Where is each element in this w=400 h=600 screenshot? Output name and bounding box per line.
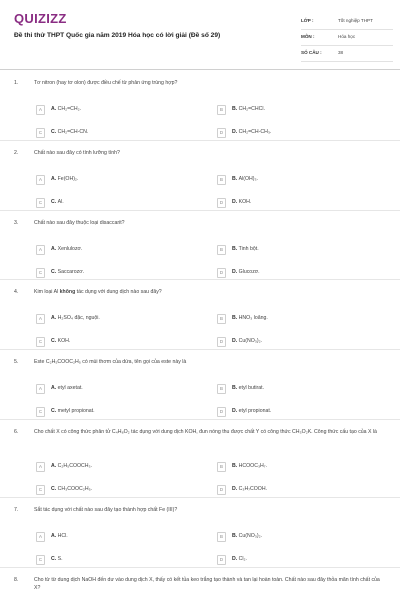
option-a[interactable] [36, 245, 196, 258]
question-text: Este C₂H₅COOC₂H₅ có mùi thơm của dứa, tên gọi của este này là [34, 359, 187, 365]
document-meta [301, 14, 393, 62]
meta-value: 38 [338, 50, 344, 55]
question-number: 2. [14, 150, 19, 156]
meta-value: Hóa học [338, 34, 356, 39]
option-text [232, 269, 372, 275]
option-b[interactable] [217, 245, 377, 258]
option-letter-box[interactable]: C [36, 407, 45, 417]
question-divider [0, 279, 400, 280]
option-text [51, 338, 191, 344]
option-value: Al. [57, 199, 64, 205]
option-letter-label: B. [232, 315, 239, 321]
option-value: etyl butirat. [238, 385, 265, 391]
option-letter-label: C. [51, 269, 58, 275]
option-letter-box[interactable]: D [217, 128, 226, 138]
option-text [232, 129, 372, 135]
option-value: etyl propionat. [238, 408, 272, 414]
option-value: Glucozơ. [238, 269, 260, 275]
option-letter-box[interactable]: C [36, 268, 45, 278]
option-b[interactable] [217, 105, 377, 118]
option-letter-label: D. [232, 556, 239, 562]
option-text [51, 129, 191, 135]
option-letter-label: C. [51, 486, 58, 492]
option-letter-box[interactable]: B [217, 314, 226, 324]
option-letter-label: C. [51, 556, 58, 562]
option-text [232, 106, 372, 112]
question-number: 8. [14, 577, 19, 583]
option-text [51, 246, 191, 252]
option-letter-label: A. [51, 533, 58, 539]
meta-value: Tốt nghiệp THPT [338, 18, 373, 23]
option-letter-label: B. [232, 106, 239, 112]
option-text [51, 556, 191, 562]
option-letter-box[interactable]: A [36, 105, 45, 115]
option-text [51, 176, 191, 182]
option-letter-box[interactable]: A [36, 245, 45, 255]
question-number: 4. [14, 289, 19, 295]
option-value: Tinh bột. [238, 246, 259, 252]
question-divider [0, 419, 400, 420]
question-number: 6. [14, 429, 19, 435]
option-value: CH₃COOC₂H₅. [57, 486, 93, 492]
question-number: 5. [14, 359, 19, 365]
option-letter-box[interactable]: B [217, 384, 226, 394]
option-a[interactable] [36, 532, 196, 545]
option-a[interactable] [36, 105, 196, 118]
option-letter-box[interactable]: B [217, 462, 226, 472]
option-value: HNO₃ loãng. [238, 315, 268, 321]
option-b[interactable] [217, 462, 377, 475]
question-text-part: tác dụng với dung dịch nào sau đây? [75, 289, 162, 295]
option-text [51, 486, 191, 492]
option-a[interactable] [36, 314, 196, 327]
option-letter-label: A. [51, 463, 58, 469]
document-title: Đề thi thử THPT Quốc gia năm 2019 Hóa học có lời giải (Đề số 29) [14, 32, 221, 39]
option-value: HCl. [57, 533, 68, 539]
option-letter-box[interactable]: D [217, 337, 226, 347]
option-letter-label: A. [51, 385, 58, 391]
option-text [232, 556, 372, 562]
meta-row-class [301, 14, 393, 30]
option-value: H₂SO₄ đặc, nguội. [57, 315, 100, 321]
question-text-emphasis: không [59, 289, 76, 295]
option-letter-box[interactable]: D [217, 555, 226, 565]
option-value: Cu(NO₃)₂. [238, 533, 263, 539]
question-text: Sắt tác dụng với chất nào sau đây tạo thành hợp chất Fe (III)? [34, 507, 178, 513]
quizizz-logo: QUIZIZZ [14, 11, 67, 26]
option-letter-label: C. [51, 199, 58, 205]
option-a[interactable] [36, 175, 196, 188]
option-value: CH₂=CHCl. [238, 106, 266, 112]
question-divider [0, 567, 400, 568]
option-value: S. [57, 556, 63, 562]
option-letter-box[interactable]: C [36, 485, 45, 495]
option-b[interactable] [217, 532, 377, 545]
option-value: KOH. [57, 338, 71, 344]
option-text [232, 385, 372, 391]
question-number: 7. [14, 507, 19, 513]
option-b[interactable] [217, 175, 377, 188]
meta-row-question-count [301, 46, 393, 62]
option-letter-label: B. [232, 385, 239, 391]
option-text [232, 338, 372, 344]
option-letter-label: D. [232, 486, 239, 492]
question-text: Cho từ từ dung dịch NaOH đến dư vào dung dịch X, thấy có kết tủa keo trắng tạo thành và tan lại hoàn toàn. Chất nào sau đây thỏa mãn tính chất của X? [34, 577, 380, 591]
option-letter-label: B. [232, 176, 239, 182]
option-value: HCOOC₃H₇. [238, 463, 268, 469]
option-value: etyl axetat. [57, 385, 83, 391]
option-letter-label: A. [51, 176, 58, 182]
option-text [232, 486, 372, 492]
option-letter-box[interactable]: C [36, 337, 45, 347]
option-letter-label: C. [51, 408, 58, 414]
header-divider [0, 69, 400, 70]
option-a[interactable] [36, 384, 196, 397]
option-letter-box[interactable]: C [36, 128, 45, 138]
option-b[interactable] [217, 384, 377, 397]
option-letter-box[interactable]: B [217, 175, 226, 185]
option-text [51, 315, 191, 321]
option-letter-label: D. [232, 338, 239, 344]
option-letter-box[interactable]: D [217, 485, 226, 495]
option-value: Cl₂. [238, 556, 247, 562]
option-letter-label: C. [51, 338, 58, 344]
option-value: Xenlulozơ. [57, 246, 83, 252]
option-text [51, 269, 191, 275]
option-value: Saccarozơ. [57, 269, 85, 275]
question-divider [0, 140, 400, 141]
option-text [232, 408, 372, 414]
option-letter-box[interactable]: A [36, 384, 45, 394]
question-text: Chất nào sau đây có tính lưỡng tính? [34, 150, 120, 156]
option-letter-label: B. [232, 463, 239, 469]
option-letter-label: A. [51, 106, 58, 112]
option-letter-label: B. [232, 533, 239, 539]
option-b[interactable] [217, 314, 377, 327]
option-value: KOH. [238, 199, 252, 205]
question-text: Cho chất X có công thức phân tử C₄H₈O₂ tác dụng với dung dịch KOH, đun nóng thu được chất Y có công thức CH₃O₂K. Công thức cấu tạo của X là [34, 429, 377, 435]
option-a[interactable] [36, 462, 196, 475]
option-letter-box[interactable]: D [217, 407, 226, 417]
option-value: Cu(NO₃)₂. [238, 338, 263, 344]
question-text: Chất nào sau đây thuộc loại disaccarit? [34, 220, 125, 226]
question-divider [0, 210, 400, 211]
meta-label: MÔN : [301, 34, 315, 39]
option-text [51, 408, 191, 414]
option-text [51, 385, 191, 391]
option-letter-box[interactable]: D [217, 268, 226, 278]
option-letter-box[interactable]: A [36, 175, 45, 185]
question-text [34, 289, 384, 297]
option-value: C₂H₅COOCH₃. [57, 463, 93, 469]
option-letter-box[interactable]: B [217, 245, 226, 255]
option-value: CH₂=CH-CH₃. [238, 129, 272, 135]
option-letter-label: A. [51, 246, 58, 252]
option-text [51, 533, 191, 539]
option-letter-box[interactable]: C [36, 555, 45, 565]
question-number: 3. [14, 220, 19, 226]
option-text [51, 463, 191, 469]
option-text [51, 199, 191, 205]
meta-label: SỐ CÂU : [301, 50, 322, 55]
option-letter-box[interactable]: B [217, 532, 226, 542]
option-letter-label: D. [232, 199, 239, 205]
option-text [232, 463, 372, 469]
meta-label: LỚP : [301, 18, 314, 23]
option-value: C₃H₇COOH. [238, 486, 268, 492]
option-letter-box[interactable]: A [36, 314, 45, 324]
option-letter-box[interactable]: D [217, 198, 226, 208]
option-value: metyl propionat. [57, 408, 95, 414]
option-letter-label: C. [51, 129, 58, 135]
option-letter-label: B. [232, 246, 239, 252]
option-text [232, 176, 372, 182]
option-value: Al(OH)₃. [238, 176, 259, 182]
option-letter-box[interactable]: B [217, 105, 226, 115]
option-letter-box[interactable]: A [36, 532, 45, 542]
option-text [232, 199, 372, 205]
option-letter-label: D. [232, 408, 239, 414]
option-text [232, 315, 372, 321]
question-number: 1. [14, 80, 19, 86]
option-text [232, 246, 372, 252]
option-value: Fe(OH)₂. [57, 176, 79, 182]
option-letter-box[interactable]: A [36, 462, 45, 472]
question-divider [0, 497, 400, 498]
question-text-part: Kim loại Al [34, 289, 60, 295]
option-letter-label: D. [232, 269, 239, 275]
question-text: Tơ nitron (hay tơ olon) được điều chế từ phản ứng trùng hợp? [34, 80, 178, 86]
option-letter-label: A. [51, 315, 58, 321]
option-value: CH₂=CH-CN. [57, 129, 89, 135]
option-text [51, 106, 191, 112]
question-divider [0, 349, 400, 350]
option-value: CH₂=CH₂. [57, 106, 82, 112]
option-letter-label: D. [232, 129, 239, 135]
option-letter-box[interactable]: C [36, 198, 45, 208]
page-header [0, 0, 400, 70]
option-text [232, 533, 372, 539]
meta-row-subject [301, 30, 393, 46]
